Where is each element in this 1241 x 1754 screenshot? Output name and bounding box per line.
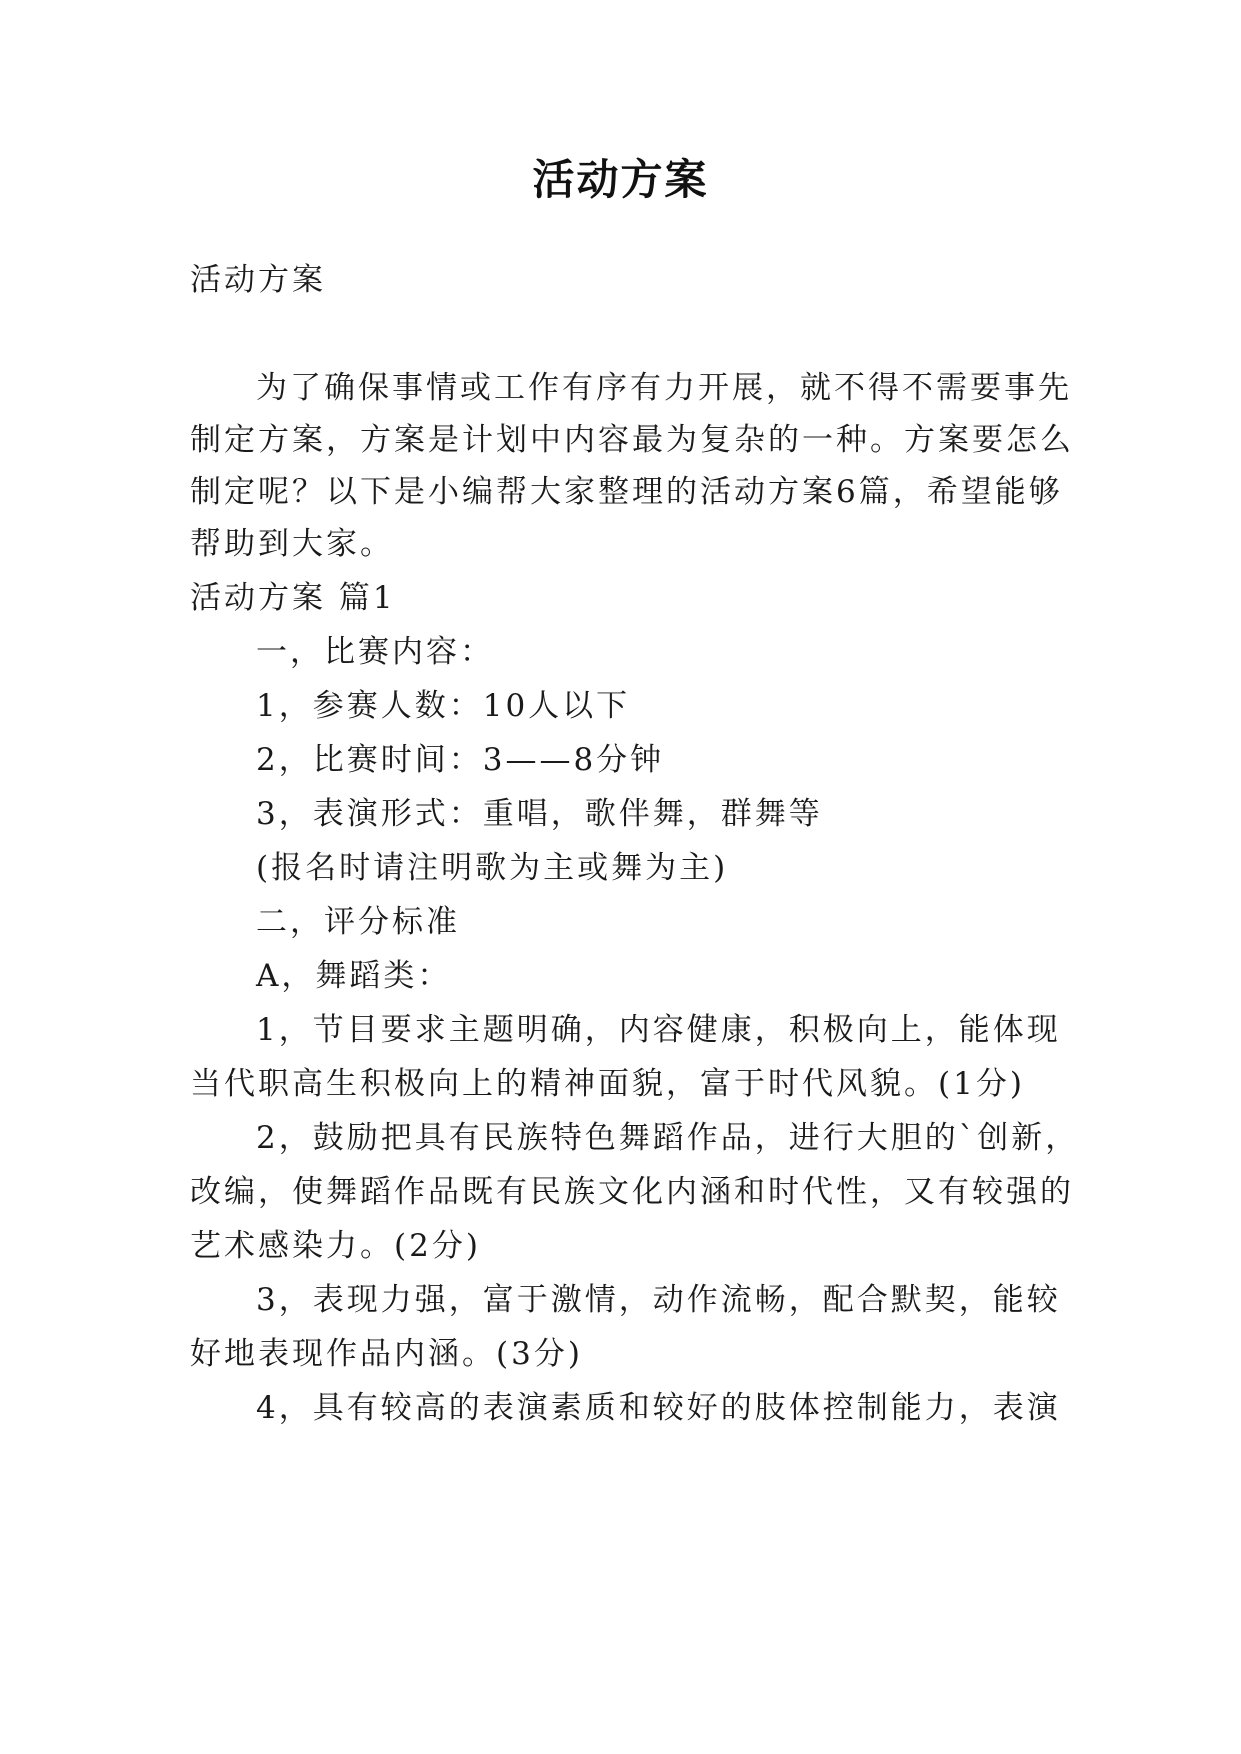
intro-paragraph-line-3: 制定呢？以下是小编帮大家整理的活动方案6篇，希望能够 [190,474,1063,510]
content-line: 4，具有较高的表演素质和较好的肢体控制能力，表演 [256,1390,1061,1426]
content-line: 好地表现作品内涵。(3分) [190,1336,583,1372]
content-line: 1，节目要求主题明确，内容健康，积极向上，能体现 [256,1012,1061,1048]
intro-paragraph-line-4: 帮助到大家。 [190,526,394,562]
section-heading: 活动方案 [190,262,326,298]
content-line: 2，鼓励把具有民族特色舞蹈作品，进行大胆的`创新， [256,1120,1080,1156]
content-line: (报名时请注明歌为主或舞为主) [256,850,729,886]
content-line: 改编，使舞蹈作品既有民族文化内涵和时代性，又有较强的 [190,1174,1074,1210]
content-line: 2，比赛时间：3——8分钟 [256,742,665,778]
content-line: A，舞蹈类： [256,958,452,994]
content-line: 二，评分标准 [256,904,460,940]
intro-paragraph-line-1: 为了确保事情或工作有序有力开展，就不得不需要事先 [256,370,1072,406]
intro-paragraph-line-2: 制定方案，方案是计划中内容最为复杂的一种。方案要怎么 [190,422,1074,458]
content-line: 当代职高生积极向上的精神面貌，富于时代风貌。(1分) [190,1066,1025,1102]
content-line: 艺术感染力。(2分) [190,1228,481,1264]
content-line: 3，表现力强，富于激情，动作流畅，配合默契，能较 [256,1282,1061,1318]
content-line: 一，比赛内容： [256,634,494,670]
article-heading: 活动方案 篇1 [190,580,396,616]
content-line: 3，表演形式：重唱，歌伴舞，群舞等 [256,796,823,832]
content-line: 1，参赛人数：10人以下 [256,688,631,724]
document-title: 活动方案 [532,155,709,204]
